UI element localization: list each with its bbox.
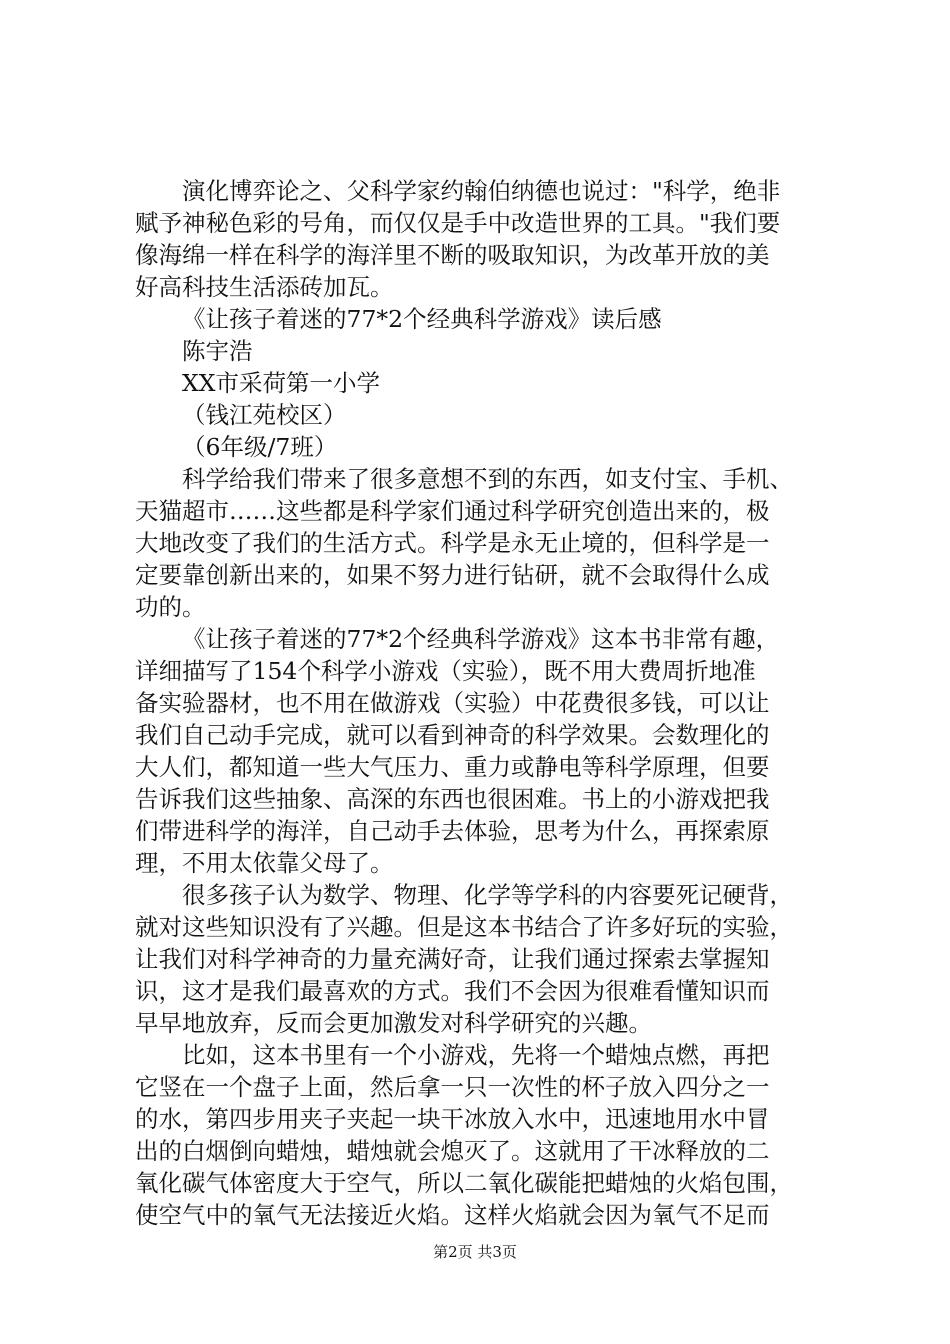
- text-line: 就对这些知识没有了兴趣。但是这本书结合了许多好玩的实验，: [135, 913, 793, 941]
- text-line: 的水，第四步用夹子夹起一块干冰放入水中，迅速地用水中冒: [135, 1105, 770, 1133]
- text-line: 让我们对科学神奇的力量充满好奇，让我们通过探索去掌握知: [135, 945, 770, 973]
- text-line: 它竖在一个盘子上面，然后拿一只一次性的杯子放入四分之一: [135, 1073, 770, 1101]
- text-line: 大地改变了我们的生活方式。科学是永无止境的，但科学是一: [135, 529, 770, 557]
- text-line: 出的白烟倒向蜡烛，蜡烛就会熄灭了。这就用了干冰释放的二: [135, 1137, 770, 1165]
- text-line: 识，这才是我们最喜欢的方式。我们不会因为很难看懂知识而: [135, 977, 770, 1005]
- text-line: 理，不用太依靠父母了。: [135, 849, 394, 877]
- text-line: 定要靠创新出来的，如果不努力进行钻研，就不会取得什么成: [135, 561, 770, 589]
- text-line: 很多孩子认为数学、物理、化学等学科的内容要死记硬背，: [182, 881, 793, 909]
- text-line: 赋予神秘色彩的号角，而仅仅是手中改造世界的工具。"我们要: [135, 209, 781, 237]
- text-line: 天猫超市……这些都是科学家们通过科学研究创造出来的，极: [135, 497, 770, 525]
- text-line: 演化博弈论之、父科学家约翰伯纳德也说过："科学，绝非: [182, 177, 781, 205]
- text-line: （钱江苑校区）: [182, 401, 347, 429]
- text-line: 备实验器材，也不用在做游戏（实验）中花费很多钱，可以让: [135, 689, 770, 717]
- text-line: 《让孩子着迷的77*2个经典科学游戏》读后感: [182, 305, 662, 333]
- page-footer: 第2页 共3页: [433, 1243, 517, 1261]
- text-line: 大人们，都知道一些大气压力、重力或静电等科学原理，但要: [135, 753, 770, 781]
- text-line: 们带进科学的海洋，自己动手去体验，思考为什么，再探索原: [135, 817, 770, 845]
- text-line: （6年级/7班）: [182, 433, 338, 461]
- text-line: 比如，这本书里有一个小游戏，先将一个蜡烛点燃，再把: [182, 1041, 770, 1069]
- text-line: 详细描写了154个科学小游戏（实验），既不用大费周折地准: [135, 657, 756, 685]
- text-line: XX市采荷第一小学: [182, 369, 380, 397]
- text-line: 我们自己动手完成，就可以看到神奇的科学效果。会数理化的: [135, 721, 770, 749]
- text-line: 好高科技生活添砖加瓦。: [135, 273, 394, 301]
- text-line: 氧化碳气体密度大于空气，所以二氧化碳能把蜡烛的火焰包围，: [135, 1169, 793, 1197]
- text-line: 科学给我们带来了很多意想不到的东西，如支付宝、手机、: [182, 465, 793, 493]
- text-line: 告诉我们这些抽象、高深的东西也很困难。书上的小游戏把我: [135, 785, 770, 813]
- text-line: 早早地放弃，反而会更加激发对科学研究的兴趣。: [135, 1009, 652, 1037]
- text-line: 陈宇浩: [182, 337, 253, 365]
- text-line: 《让孩子着迷的77*2个经典科学游戏》这本书非常有趣，: [182, 625, 780, 653]
- text-line: 像海绵一样在科学的海洋里不断的吸取知识，为改革开放的美: [135, 241, 770, 269]
- document-body: [135, 175, 825, 1231]
- text-line: 功的。: [135, 593, 206, 621]
- text-line: 使空气中的氧气无法接近火焰。这样火焰就会因为氧气不足而: [135, 1201, 770, 1229]
